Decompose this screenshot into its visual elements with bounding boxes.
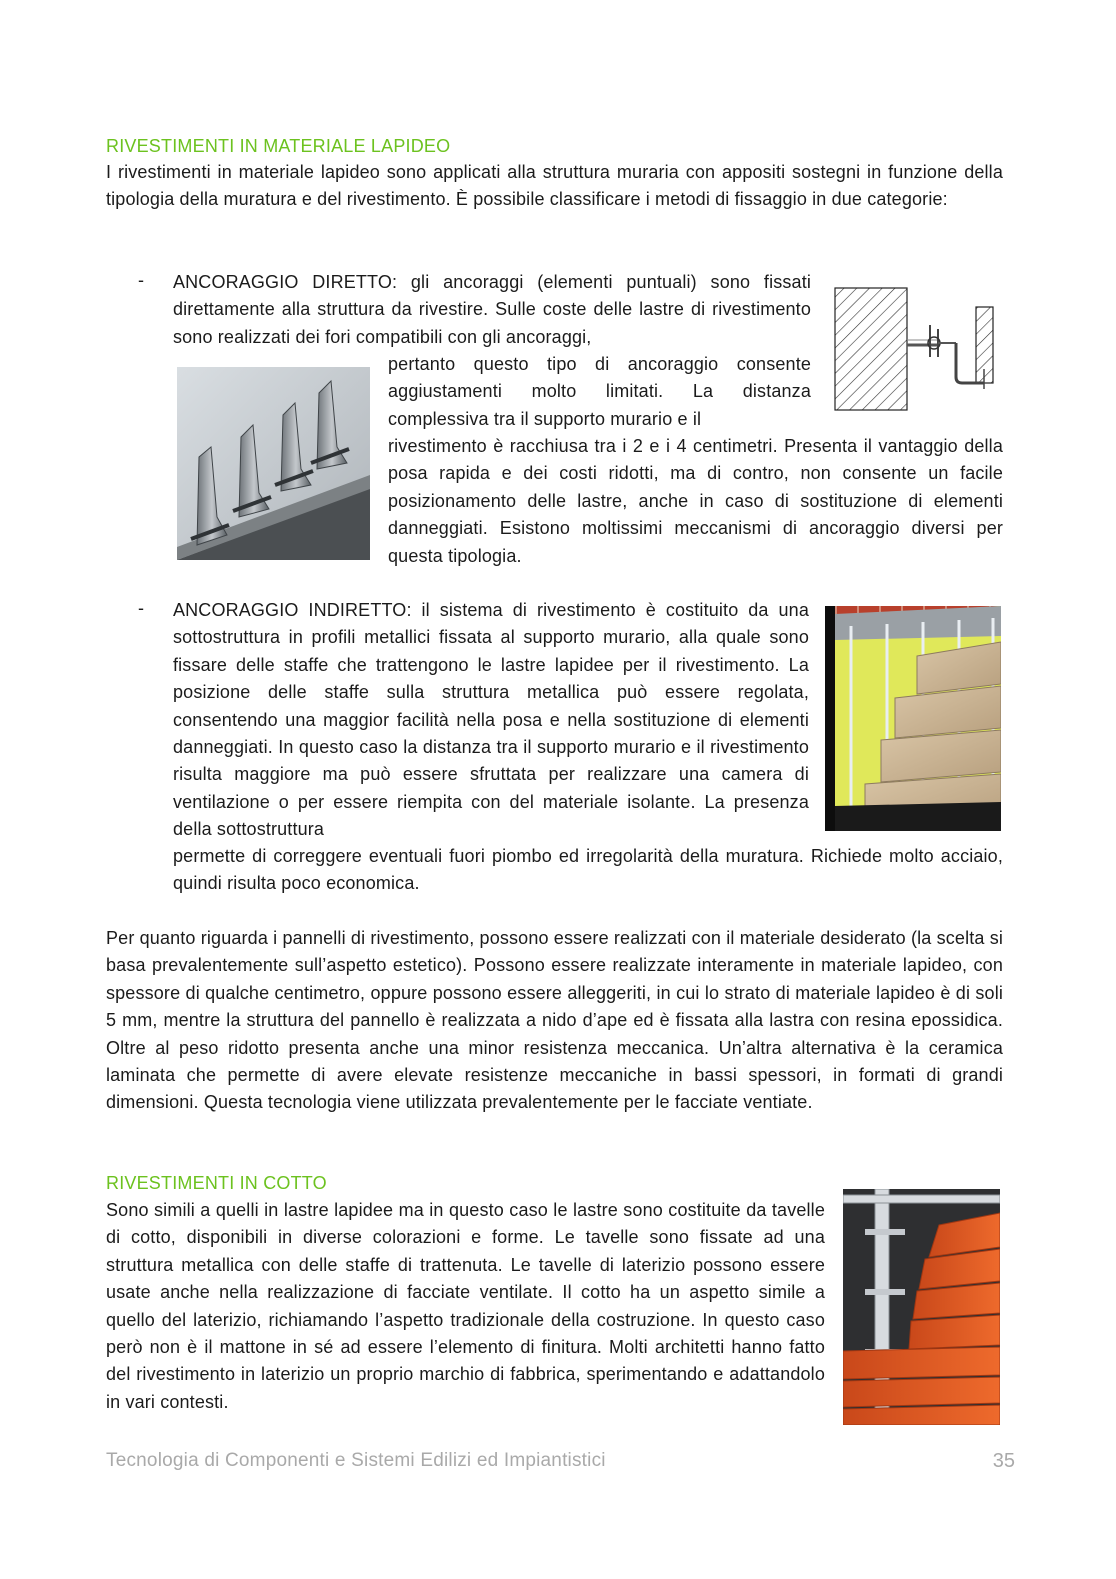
intro-paragraph: I rivestimenti in materiale lapideo sono applicati alla struttura muraria con appositi sostegni in funzione della tipologia della muratura e del rivestimento. È possibile classificare i metodi di fissaggio in due categorie: bbox=[106, 162, 1003, 210]
bullet-dash-diretto: - bbox=[138, 270, 144, 290]
bullet-dash-indiretto: - bbox=[138, 598, 144, 618]
section-heading-lapideo: RIVESTIMENTI IN MATERIALE LAPIDEO bbox=[106, 136, 451, 156]
footer-course-title: Tecnologia di Componenti e Sistemi Edilizi ed Impiantistici bbox=[106, 1450, 606, 1471]
diretto-paragraph-middle: pertanto questo tipo di ancoraggio consente aggiustamenti molto limitati. La distanza complessiva tra il supporto murario e il bbox=[388, 354, 811, 429]
diretto-paragraph-top: ANCORAGGIO DIRETTO: gli ancoraggi (elementi puntuali) sono fissati direttamente alla struttura da rivestire. Sulle coste delle lastre di rivestimento sono realizzati dei fori compatibili con gli ancoraggi, bbox=[173, 272, 811, 347]
terracotta-cladding-photo bbox=[843, 1189, 1000, 1425]
diretto-paragraph-bottom: rivestimento è racchiusa tra i 2 e i 4 centimetri. Presenta il vantaggio della posa rapida e dei costi ridotti, ma di contro, non consente un facile posizionamento delle lastre, anche in caso di sostituzione di elementi danneggiati. Esistono moltissimi meccanismi di ancoraggio diversi per questa tipologia. bbox=[388, 436, 1003, 566]
section-heading-cotto: RIVESTIMENTI IN COTTO bbox=[106, 1173, 327, 1193]
indiretto-paragraph-bottom: permette di correggere eventuali fuori piombo ed irregolarità della muratura. Richiede molto acciaio, quindi risulta poco economica. bbox=[173, 846, 1003, 894]
indiretto-paragraph-top: ANCORAGGIO INDIRETTO: il sistema di rivestimento è costituito da una sottostruttura in profili metallici fissata al supporto murario, alla quale sono fissare delle staffe che trattengono le lastre lapidee per il rivestimento. La posizione delle staffe sulla struttura metallica può essere regolata, consentendo una maggior facilità nella posa e nella sostituzione di elementi danneggiati. In questo caso la distanza tra il supporto murario e il rivestimento risulta maggiore ma può essere sfruttata per realizzare una camera di ventilazione o per essere riempita con del materiale isolante. La presenza della sottostruttura bbox=[173, 600, 809, 840]
page-number: 35 bbox=[992, 1450, 1015, 1472]
anchor-section-drawing bbox=[834, 285, 996, 413]
pannelli-paragraph: Per quanto riguarda i pannelli di rivestimento, possono essere realizzati con il materiale desiderato (la scelta si basa prevalentemente sull’aspetto estetico). Possono essere realizzate interamente in materiale lapideo, con spessore di qualche centimetro, oppure possono essere alleggeriti, in cui lo strato di materiale lapideo è di soli 5 mm, mentre la struttura del pannello è realizzata a nido d’ape ed è fissata alla lastra con resina epossidica. Oltre al peso ridotto presenta anche una minor resistenza meccanica. Un’altra alternativa è la ceramica laminata che permette di avere elevate resistenze meccaniche in bassi spessori, in formati di grandi dimensioni. Questa tecnologia viene utilizzata prevalentemente per le facciate ventiate. bbox=[106, 928, 1003, 1113]
stone-cladding-photo bbox=[825, 606, 1001, 831]
cotto-paragraph: Sono simili a quelli in lastre lapidee ma in questo caso le lastre sono costituite da tavelle di cotto, disponibili in diverse colorazioni e forme. Le tavelle sono fissate ad una struttura metallica con delle staffe di trattenuta. Le tavelle di laterizio possono essere usate anche nella realizzazione di facciate ventilate. Il cotto ha un aspetto simile a quello del laterizio, richiamando l’aspetto tradizionale della costruzione. In questo caso però non è il mattone in sé ad essere l’elemento di finitura. Molti architetti hanno fatto del rivestimento in laterizio un proprio marchio di fabbrica, sperimentando e adattandolo in vari contesti. bbox=[106, 1200, 825, 1412]
anchor-photo bbox=[177, 367, 370, 560]
